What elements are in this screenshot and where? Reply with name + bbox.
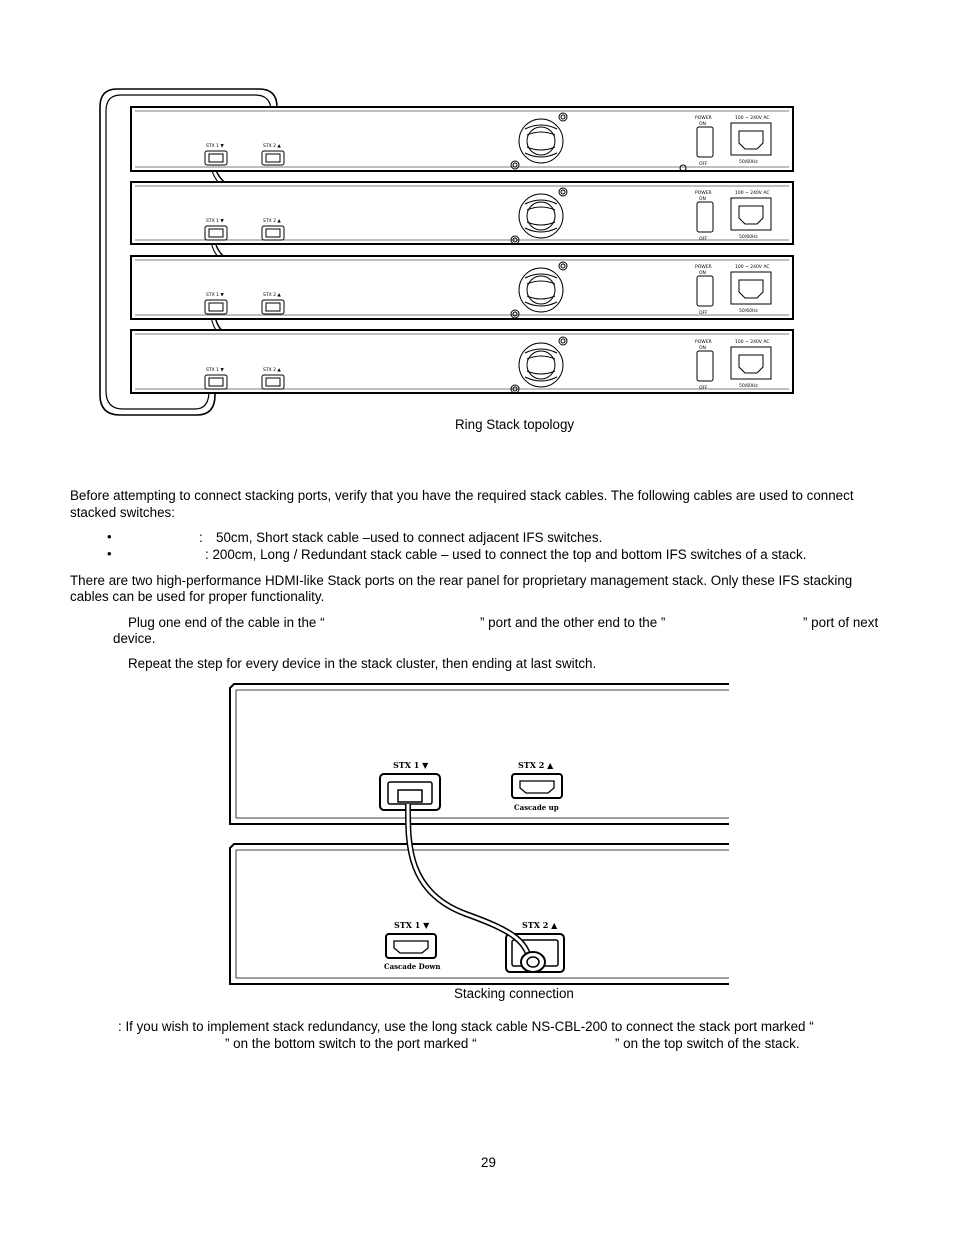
note-line-2-b: ” on the top switch of the stack. xyxy=(615,1036,800,1051)
u1-hz-label: 50/60Hz xyxy=(739,160,758,165)
step1-part-d: device. xyxy=(113,631,156,646)
fig2-bottom-stx1-label: STX 1 ▼ xyxy=(394,920,430,930)
fig2-top-stx2-label: STX 2 ▲ xyxy=(518,760,554,770)
note-line-2-a: ” on the bottom switch to the port marked “ xyxy=(225,1036,477,1051)
step2: Repeat the step for every device in the stack cluster, then ending at last switch. xyxy=(128,656,597,671)
u2-power-label: POWER xyxy=(695,191,712,196)
u4-hz-label: 50/60Hz xyxy=(739,384,758,389)
u3-hz-label: 50/60Hz xyxy=(739,309,758,314)
u4-ac-label: 100 ~ 240V AC xyxy=(735,340,770,345)
u3-off-label: OFF xyxy=(699,311,708,316)
bullet-1: • xyxy=(107,529,112,544)
switch-unit-3 xyxy=(131,256,793,319)
switch-unit-1 xyxy=(131,107,793,171)
u1-on-label: ON xyxy=(699,122,706,127)
intro-line-2: stacked switches: xyxy=(70,505,175,520)
figure2-caption: Stacking connection xyxy=(454,986,574,1001)
u3-on-label: ON xyxy=(699,271,706,276)
u3-ac-label: 100 ~ 240V AC xyxy=(735,265,770,270)
u3-stx2-label: STX 2 ▲ xyxy=(263,293,281,298)
u2-hz-label: 50/60Hz xyxy=(739,235,758,240)
cable-1-sep: : xyxy=(199,530,203,545)
u1-power-label: POWER xyxy=(695,116,712,121)
u1-stx1-label: STX 1 ▼ xyxy=(206,144,224,149)
u2-ac-label: 100 ~ 240V AC xyxy=(735,191,770,196)
u2-stx2-label: STX 2 ▲ xyxy=(263,219,281,224)
cable-1-text: 50cm, Short stack cable –used to connect adjacent IFS switches. xyxy=(216,530,603,545)
fig2-cascade-up-label: Cascade up xyxy=(514,803,559,812)
u2-on-label: ON xyxy=(699,197,706,202)
step1-part-a: Plug one end of the cable in the “ xyxy=(128,615,325,630)
ports-para-line-2: cables can be used for proper functionality. xyxy=(70,589,325,604)
u3-power-label: POWER xyxy=(695,265,712,270)
fig2-cascade-down-label: Cascade Down xyxy=(384,962,441,971)
page-number: 29 xyxy=(481,1155,496,1170)
u4-power-label: POWER xyxy=(695,340,712,345)
ports-para-line-1: There are two high-performance HDMI-like Stack ports on the rear panel for proprietary management stack. Only these IFS stacking xyxy=(70,573,853,588)
bullet-2: • xyxy=(107,546,112,561)
u1-ac-label: 100 ~ 240V AC xyxy=(735,116,770,121)
u2-off-label: OFF xyxy=(699,237,708,242)
fig2-bottom-stx2-label: STX 2 ▲ xyxy=(522,920,558,930)
figure1-caption: Ring Stack topology xyxy=(455,417,575,432)
u4-off-label: OFF xyxy=(699,386,708,391)
u4-on-label: ON xyxy=(699,346,706,351)
ring-stack-diagram xyxy=(95,85,800,420)
switch-unit-2 xyxy=(131,182,793,244)
stacking-connection-diagram xyxy=(226,682,731,988)
intro-line-1: Before attempting to connect stacking ports, verify that you have the required stack cables. The following cables are used to connect xyxy=(70,488,854,503)
step1-part-b: ” port and the other end to the ” xyxy=(480,615,666,630)
switch-unit-4 xyxy=(131,330,793,393)
cable-2-text: : 200cm, Long / Redundant stack cable – used to connect the top and bottom IFS switches of a stack. xyxy=(205,547,807,562)
u1-off-label: OFF xyxy=(699,162,708,167)
step1-part-c: ” port of next xyxy=(803,615,879,630)
u4-stx2-label: STX 2 ▲ xyxy=(263,368,281,373)
fig2-top-stx1-label: STX 1 ▼ xyxy=(393,760,429,770)
u1-stx2-label: STX 2 ▲ xyxy=(263,144,281,149)
u3-stx1-label: STX 1 ▼ xyxy=(206,293,224,298)
u2-stx1-label: STX 1 ▼ xyxy=(206,219,224,224)
u4-stx1-label: STX 1 ▼ xyxy=(206,368,224,373)
note-line-1: : If you wish to implement stack redundancy, use the long stack cable NS-CBL-200 to connect the stack port marked “ xyxy=(118,1019,814,1034)
